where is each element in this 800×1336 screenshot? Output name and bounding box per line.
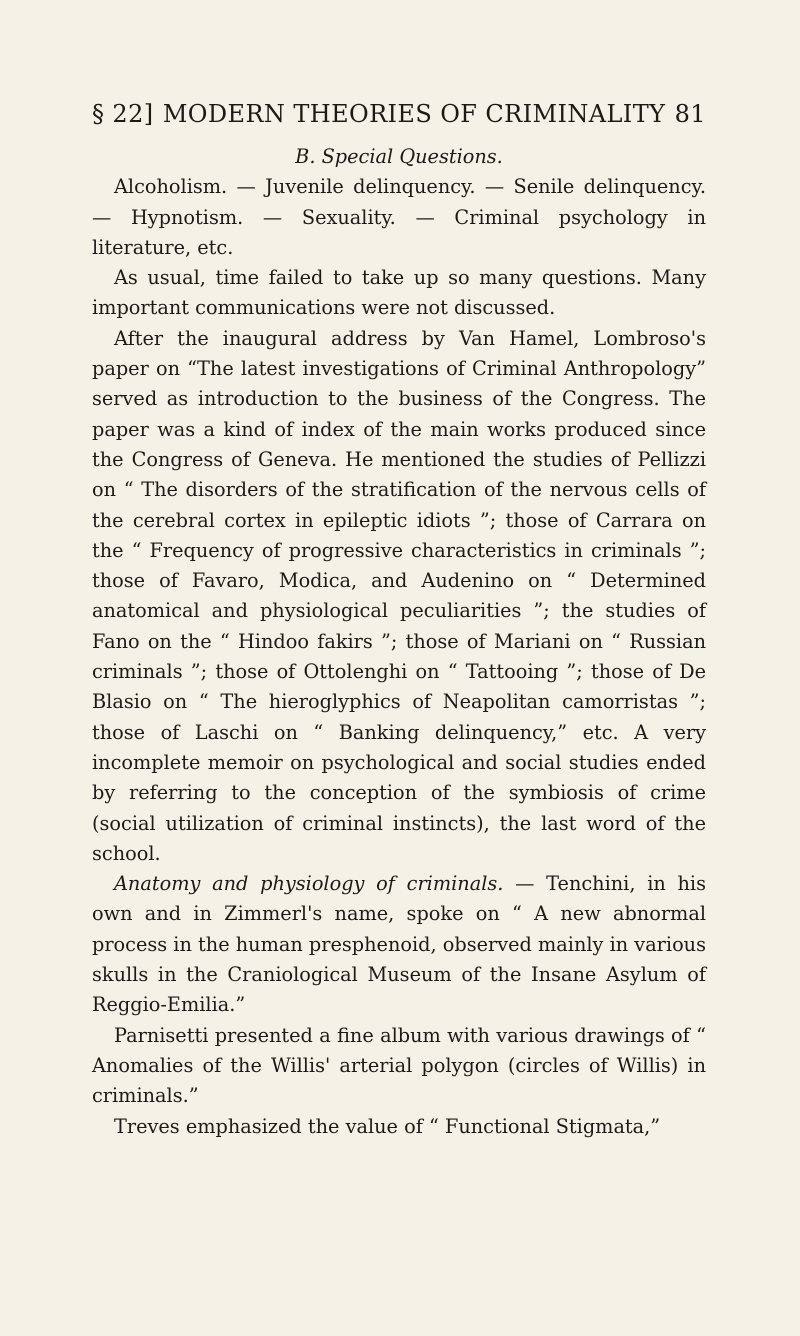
running-header [92, 100, 706, 128]
page-body [92, 142, 706, 1142]
paragraph-topics: Alcoholism. — Juvenile delinquency. — Senile delinquency. — Hypnotism. — Sexuality. — Criminal psychology in literature, etc. [92, 175, 706, 259]
paragraph-anatomy [92, 869, 706, 1020]
paragraph-time-failed: As usual, time failed to take up so many questions. Many important communications were not discussed. [92, 266, 706, 320]
paragraph-treves: Treves emphasized the value of “ Functional Stigmata,” [114, 1114, 661, 1138]
running-title: MODERN THEORIES OF CRIMINALITY [162, 100, 666, 128]
paragraph-anatomy-text: — Tenchini, in his own and in Zimmerl's name, spoke on “ A new abnormal process in the human presphenoid, observed mainly in various skulls in the Craniological Museum of the Insane Asylum of Reggio-Emilia.” [92, 872, 706, 1017]
subsection-heading: Anatomy and physiology of criminals. [114, 872, 504, 896]
paragraph-lombroso-paper: After the inaugural address by Van Hamel, Lombroso's paper on “The latest investigations of Criminal Anthropology” served as introduction to the business of the Congress. The paper was a kind of index of the main works produced since the Congress of Geneva. He mentioned the studies of Pellizzi on “ The disorders of the stratification of the nervous cells of the cerebral cortex in epileptic idiots ”; those of Carrara on the “ Frequency of progressive characteristics in criminals ”; those of Favaro, Modica, and Audenino on “ Determined anatomical and physiological peculiarities ”; the studies of Fano on the “ Hindoo fakirs ”; those of Mariani on “ Russian criminals ”; those of Ottolenghi on “ Tattooing ”; those of De Blasio on “ The hieroglyphics of Neapolitan camorristas ”; those of Laschi on “ Banking delinquency,” etc. A very incomplete memoir on psychological and social studies ended by referring to the conception of the symbiosis of crime (social utilization of criminal instincts), the last word of the school. [92, 326, 706, 865]
section-title: B. Special Questions. [295, 145, 503, 168]
section-number: § 22] [92, 100, 154, 128]
paragraph-parnisetti: Parnisetti presented a fine album with various drawings of “ Anomalies of the Willis' arterial polygon (circles of Willis) in criminals.” [92, 1023, 706, 1108]
page-number: 81 [674, 100, 706, 128]
